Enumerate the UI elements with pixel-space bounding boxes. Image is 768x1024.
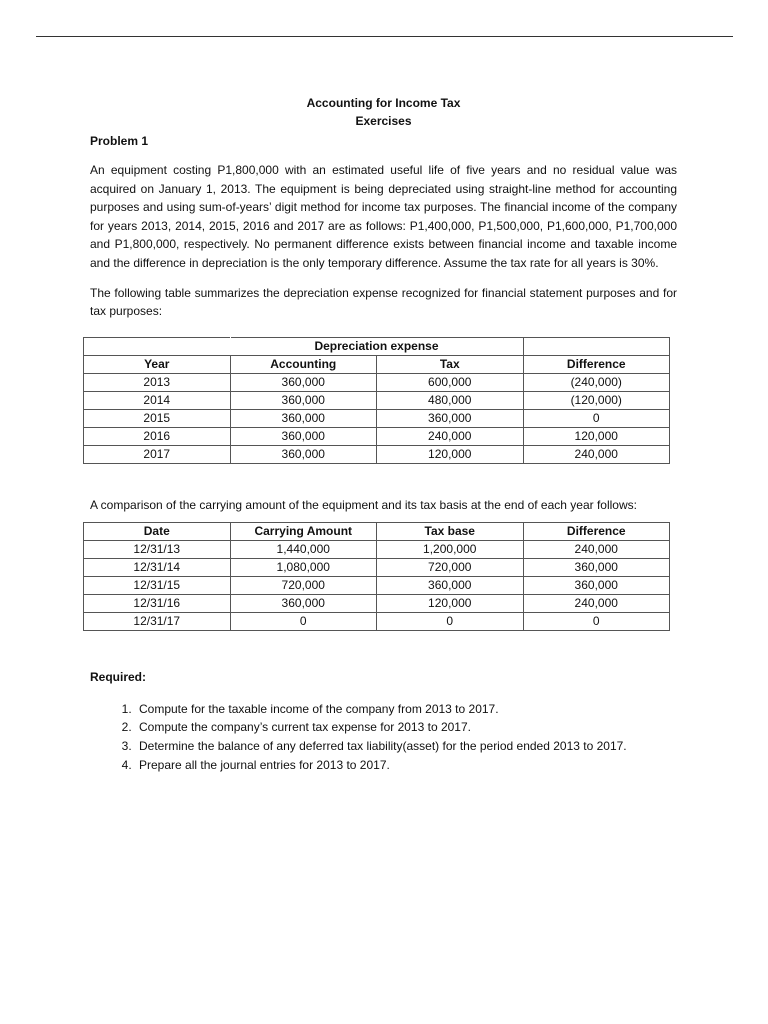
table-cell: 360,000 <box>230 445 377 463</box>
table-cell: (120,000) <box>523 391 670 409</box>
document-title: Accounting for Income Tax <box>306 96 461 110</box>
table-cell: 1,200,000 <box>377 540 524 558</box>
table-cell: 12/31/14 <box>84 558 231 576</box>
table-cell: 120,000 <box>377 594 524 612</box>
table-row <box>84 558 670 576</box>
table-cell: 720,000 <box>230 576 377 594</box>
column-header: Accounting <box>230 355 377 373</box>
required-heading: Required: <box>90 669 147 684</box>
table-cell: (240,000) <box>523 373 670 391</box>
table-cell: 360,000 <box>377 409 524 427</box>
table-cell: 0 <box>523 409 670 427</box>
table-cell: 240,000 <box>523 540 670 558</box>
table-group-header: Depreciation expense <box>230 337 523 355</box>
problem-heading: Problem 1 <box>90 134 149 148</box>
table-cell: 12/31/17 <box>84 612 231 630</box>
table-cell: 2014 <box>84 391 231 409</box>
table-cell: 240,000 <box>523 594 670 612</box>
table-cell: 12/31/16 <box>84 594 231 612</box>
list-item: 3. Determine the balance of any deferred tax liability(asset) for the period ended 2013 to 2017. <box>135 737 677 756</box>
table-row <box>84 612 670 630</box>
comparison-intro: A comparison of the carrying amount of the equipment and its tax basis at the end of each year follows: <box>90 497 637 512</box>
table-cell: 360,000 <box>230 373 377 391</box>
table-cell: 2015 <box>84 409 231 427</box>
table-cell: 0 <box>377 612 524 630</box>
table-intro: The following table summarizes the depreciation expense recognized for financial statement purposes and for tax purposes: <box>90 285 677 319</box>
list-item: 1. Compute for the taxable income of the company from 2013 to 2017. <box>135 700 677 719</box>
list-item: 2. Compute the company’s current tax expense for 2013 to 2017. <box>135 718 677 737</box>
depreciation-table <box>83 337 670 464</box>
table-row <box>84 409 670 427</box>
table-cell: 360,000 <box>377 576 524 594</box>
table-cell: 0 <box>230 612 377 630</box>
table-cell: 360,000 <box>523 576 670 594</box>
table-cell: 360,000 <box>523 558 670 576</box>
task-list <box>90 700 677 774</box>
table-group-spacer <box>523 337 670 355</box>
table-cell: 2017 <box>84 445 231 463</box>
carrying-amount-table <box>83 522 670 631</box>
table-cell: 1,080,000 <box>230 558 377 576</box>
table-cell: 720,000 <box>377 558 524 576</box>
table-cell: 0 <box>523 612 670 630</box>
column-header: Year <box>84 355 231 373</box>
column-header: Difference <box>523 355 670 373</box>
problem-description: An equipment costing P1,800,000 with an estimated useful life of five years and no residual value was acquired on January 1, 2013. The equipment is being depreciated using straight-line method for accounting purposes and using sum-of-years’ digit method for income tax purposes. The financial income of the company for years 2013, 2014, 2015, 2016 and 2017 are as follows: P1,400,000, P1,500,000, P1,600,000, P1,700,000 and P1,800,000, respectively. No permanent difference exists between financial income and taxable income and the difference in depreciation is the only temporary difference. Assume the tax rate for all years is 30%. <box>90 163 677 270</box>
column-header: Tax base <box>377 522 524 540</box>
table-row <box>84 373 670 391</box>
table-cell: 360,000 <box>230 427 377 445</box>
table-row <box>84 576 670 594</box>
table-header-row <box>84 355 670 373</box>
table-cell: 2013 <box>84 373 231 391</box>
table-row <box>84 540 670 558</box>
table-cell: 360,000 <box>230 391 377 409</box>
table-group-header-row <box>84 337 670 355</box>
document-subtitle: Exercises <box>355 114 412 128</box>
column-header: Carrying Amount <box>230 522 377 540</box>
column-header: Date <box>84 522 231 540</box>
document-page <box>90 94 677 774</box>
table-header-row <box>84 522 670 540</box>
table-row <box>84 391 670 409</box>
table-cell: 1,440,000 <box>230 540 377 558</box>
table-row <box>84 594 670 612</box>
table-cell: 480,000 <box>377 391 524 409</box>
table-cell: 120,000 <box>523 427 670 445</box>
table-cell: 240,000 <box>523 445 670 463</box>
table-cell: 120,000 <box>377 445 524 463</box>
list-item: 4. Prepare all the journal entries for 2013 to 2017. <box>135 756 677 775</box>
table-cell: 2016 <box>84 427 231 445</box>
header-rule <box>36 36 733 37</box>
column-header: Difference <box>523 522 670 540</box>
column-header: Tax <box>377 355 524 373</box>
table-cell: 600,000 <box>377 373 524 391</box>
table-cell: 12/31/13 <box>84 540 231 558</box>
table-group-spacer <box>84 337 231 355</box>
table-cell: 12/31/15 <box>84 576 231 594</box>
table-row <box>84 445 670 463</box>
table-cell: 360,000 <box>230 594 377 612</box>
table-cell: 360,000 <box>230 409 377 427</box>
table-row <box>84 427 670 445</box>
table-cell: 240,000 <box>377 427 524 445</box>
